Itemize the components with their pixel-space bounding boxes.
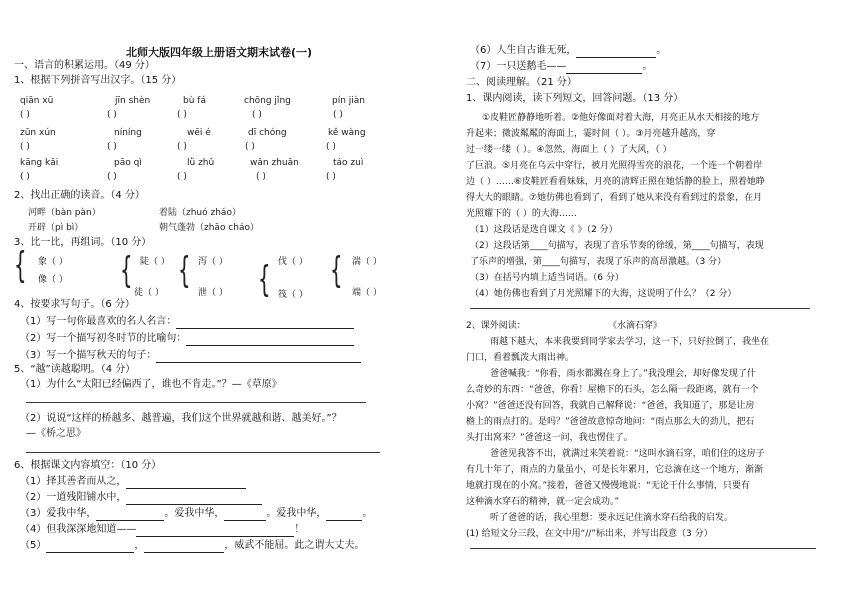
- reading-choice[interactable]: 朝气蓬勃（zhāo cháo）: [159, 223, 259, 233]
- answer-paren[interactable]: ( ): [177, 172, 187, 182]
- answer-line[interactable]: [156, 351, 361, 363]
- brace-icon: {: [330, 250, 343, 291]
- answer-line[interactable]: [576, 46, 656, 58]
- passage-line: 升起来；微波粼粼的海面上，霎时间（ ）。③月亮越升越高，穿: [466, 129, 716, 139]
- answer-paren[interactable]: ( ): [177, 142, 187, 152]
- answer-paren[interactable]: ( ): [333, 110, 343, 120]
- answer-paren[interactable]: ( ): [107, 142, 117, 152]
- reading-choice[interactable]: 着陆（zhuó zháo）: [159, 208, 241, 218]
- answer-line[interactable]: [470, 308, 810, 309]
- answer-line[interactable]: [26, 402, 366, 403]
- question-6-6: （6）人生自古谁无死， 。: [470, 45, 667, 56]
- question-6-7: （7）一只送鹅毛—— 。: [470, 61, 653, 72]
- passage-line: 爸爸喊我：“你看，雨水都溅在身上了。”我没理会，却好像发现了什: [490, 369, 756, 379]
- brace-icon: {: [178, 250, 191, 291]
- answer-paren[interactable]: ( ): [20, 172, 30, 182]
- passage-line: 光照耀下的（ ）的大海……: [466, 209, 577, 219]
- question-4-1: （1）写一句你最喜欢的名人名言：: [20, 315, 354, 329]
- reading-q1: （1）这段话是选自课文《 》（2 分）: [470, 225, 618, 235]
- reading-1-heading: 1、课内阅读，读下列短文，回答问题。（13 分）: [466, 93, 684, 104]
- section-2-heading: 二、阅读理解。（21 分）: [466, 77, 577, 88]
- pinyin: dī chóng: [248, 128, 287, 138]
- compare-word[interactable]: 伐（ ）: [278, 257, 308, 267]
- compare-word[interactable]: 像（ ）: [38, 275, 68, 285]
- answer-paren[interactable]: ( ): [107, 110, 117, 120]
- question-3: 3、比一比，再组词。（10 分）: [14, 237, 152, 248]
- question-6: 6、根据课文内容填空：（10 分）: [14, 460, 162, 471]
- answer-line[interactable]: [470, 548, 816, 549]
- question-6-1: （1）择其善者而从之，: [20, 475, 246, 489]
- compare-word[interactable]: 徒（ ）: [134, 288, 164, 298]
- reading-choice[interactable]: 开辟（pì bì）: [28, 223, 84, 233]
- pinyin: táo zuì: [333, 158, 364, 168]
- question-4-3: （3）写一个描写秋天的句子：: [20, 349, 361, 363]
- passage-line: 了巨浪。⑤月亮在乌云中穿行，被月光照得雪亮的浪花，一个连一个朝着岸: [466, 161, 763, 171]
- question-4: 4、按要求写句子。（6 分）: [14, 299, 135, 310]
- reading-q4: （4）她仿佛也看到了月光照耀下的大海，这说明了什么？（2 分）: [470, 289, 737, 299]
- answer-paren[interactable]: ( ): [326, 172, 336, 182]
- answer-paren[interactable]: ( ): [107, 172, 117, 182]
- question-4-2: （2）写一个描写初冬时节的比喻句：: [20, 332, 354, 346]
- compare-word[interactable]: 陡（ ）: [140, 257, 170, 267]
- answer-paren[interactable]: ( ): [177, 110, 187, 120]
- passage-line: 爸爸见我答不出，就满过来笑着说：“这叫水滴石穿，咱们住的这房子: [490, 449, 765, 459]
- answer-paren[interactable]: ( ): [20, 110, 30, 120]
- question-5-1: （1）为什么“太阳已经偏西了，谁也不肯走。”？—《草原》: [20, 379, 282, 390]
- passage-line: 檐上的雨点打的。是吗？”爸爸故意惊奇地问：“雨点那么大的劲儿，把石: [466, 417, 755, 427]
- question-5: 5、“越”读越聪明。（4 分）: [14, 364, 136, 375]
- pinyin: wēi é: [187, 128, 211, 138]
- passage-line: 小窝？”爸爸还没有回答，我就自己解释说：“爸爸，我知道了，那是让房: [466, 401, 755, 411]
- passage-line: 雨越下越大，本来我要到同学家去学习，这一下，只好拉倒了，我坐在: [490, 337, 770, 347]
- reading-choice[interactable]: 河畔（bàn pàn）: [28, 208, 101, 218]
- pinyin: pín jiàn: [332, 96, 365, 106]
- reading-q2: （2）这段话第____句描写，表现了音乐节奏的徐缓，第____句描写，表现: [470, 241, 764, 251]
- answer-line[interactable]: [566, 62, 642, 74]
- passage-line: 么奇妙的东西：“爸爸，你看！屋檐下的石头，怎么隔一段距离，就有一个: [466, 385, 759, 395]
- pinyin: zūn xún: [20, 128, 56, 138]
- passage-line: 听了爸爸的话，我心里想：要永远记住滴水穿石给我的启发。: [490, 513, 734, 523]
- compare-word[interactable]: 湍（ ）: [352, 257, 382, 267]
- compare-word[interactable]: 泻（ ）: [198, 257, 228, 267]
- question-6-4: （4）但我深深地知道—— ！: [20, 524, 305, 535]
- reading-q3: （3）在括号内填上适当词语。（6 分）: [470, 273, 624, 283]
- pinyin: jīn shèn: [115, 96, 151, 106]
- passage-line: 过一缕一缕（ ）。④忽然，海面上（ ）了大风，（ ）: [466, 145, 672, 155]
- answer-line[interactable]: [26, 452, 380, 453]
- pinyin: kě wàng: [328, 128, 366, 138]
- answer-paren[interactable]: ( ): [20, 142, 30, 152]
- pinyin: bù fá: [183, 96, 206, 106]
- question-2: 2、找出正确的读音。（4 分）: [14, 190, 145, 201]
- pinyin: pāo qì: [114, 158, 142, 168]
- brace-icon: {: [14, 245, 27, 286]
- question-6-2: （2）一道残阳铺水中，: [20, 491, 262, 505]
- answer-line[interactable]: [96, 509, 164, 521]
- answer-paren[interactable]: ( ): [252, 110, 262, 120]
- passage-line: 有几十年了，雨点的力量虽小，可是长年累月，它总滴在这一个地方，渐渐: [466, 465, 764, 475]
- passage-line: 得大大的眼睛。⑦她仿佛也看到了，看到了她从来没有看到过的景象，在月: [466, 193, 763, 203]
- pinyin: qiān xū: [20, 96, 54, 106]
- question-1: 1、根据下列拼音写出汉字。（15 分）: [14, 75, 182, 86]
- compare-word[interactable]: 筏（ ）: [278, 290, 308, 300]
- pinyin: níníng: [114, 128, 142, 138]
- answer-line[interactable]: [186, 334, 354, 346]
- answer-line[interactable]: [126, 493, 262, 505]
- compare-word[interactable]: 象（ ）: [38, 257, 68, 267]
- passage-line: 地就打现在的小窝。”接着，爸爸又慢慢地说：“无论干什么事情，只要有: [466, 481, 750, 491]
- reading-q2-cont: 了乐声的增强，第____句描写，表现了乐声的高昂激越。（3 分）: [470, 257, 727, 267]
- pinyin: wǎn zhuǎn: [250, 158, 299, 168]
- answer-line[interactable]: [224, 509, 266, 521]
- answer-line[interactable]: [126, 477, 246, 489]
- pinyin: kāng kǎi: [20, 158, 59, 168]
- question-6-5: （5） ， ，威武不能屈。此之谓大丈夫。: [20, 540, 365, 551]
- brace-icon: {: [120, 250, 133, 291]
- answer-paren[interactable]: ( ): [326, 142, 336, 152]
- page-title: 北师大版四年级上册语文期末试卷(一): [126, 46, 313, 59]
- passage-line: 这种滴水穿石的精神，就一定会成功。”: [466, 497, 620, 507]
- passage-line: 门口，看着瓢泼大雨出神。: [466, 353, 575, 363]
- question-6-3: （3）爱我中华， 。爱我中华， 。爱我中华， 。: [20, 508, 373, 519]
- reading-2-heading: 2、课外阅读：: [466, 321, 526, 331]
- passage-line: 头打出窝来？”爸爸这一问，我也愣住了。: [466, 433, 633, 443]
- passage-line: 边（ ）……⑥皮鞋匠看看妹妹，月亮的清辉正照在她恬静的脸上，照着她睁: [466, 177, 765, 187]
- compare-word[interactable]: 泄（ ）: [198, 288, 228, 298]
- question-5-2: （2）说说“这样的桥越多、越普遍，我们这个世界就越和谐、越美好。”？: [20, 413, 342, 424]
- answer-paren[interactable]: ( ): [245, 142, 255, 152]
- pinyin: lǜ zhǔ: [187, 158, 215, 168]
- answer-line[interactable]: [136, 525, 294, 537]
- answer-line[interactable]: [46, 541, 134, 553]
- pinyin: chōng jǐng: [244, 96, 291, 106]
- compare-word[interactable]: 端（ ）: [352, 288, 382, 298]
- answer-line[interactable]: [326, 509, 362, 521]
- brace-icon: {: [258, 259, 271, 300]
- passage-title: 《水滴石穿》: [608, 321, 663, 331]
- question-5-2-source: —《桥之思》: [26, 428, 86, 439]
- reading-2-q1: (1) 给短文分三段，在文中用“//”标出来，并写出段意（3 分）: [466, 529, 713, 539]
- passage-line: ①皮鞋匠静静地听着。②他好像面对着大海，月亮正从水天相接的地方: [482, 113, 760, 123]
- section-1-heading: 一、语言的积累运用。（49 分）: [14, 60, 155, 71]
- answer-line[interactable]: [176, 317, 354, 329]
- answer-line[interactable]: [144, 541, 224, 553]
- answer-paren[interactable]: ( ): [256, 172, 266, 182]
